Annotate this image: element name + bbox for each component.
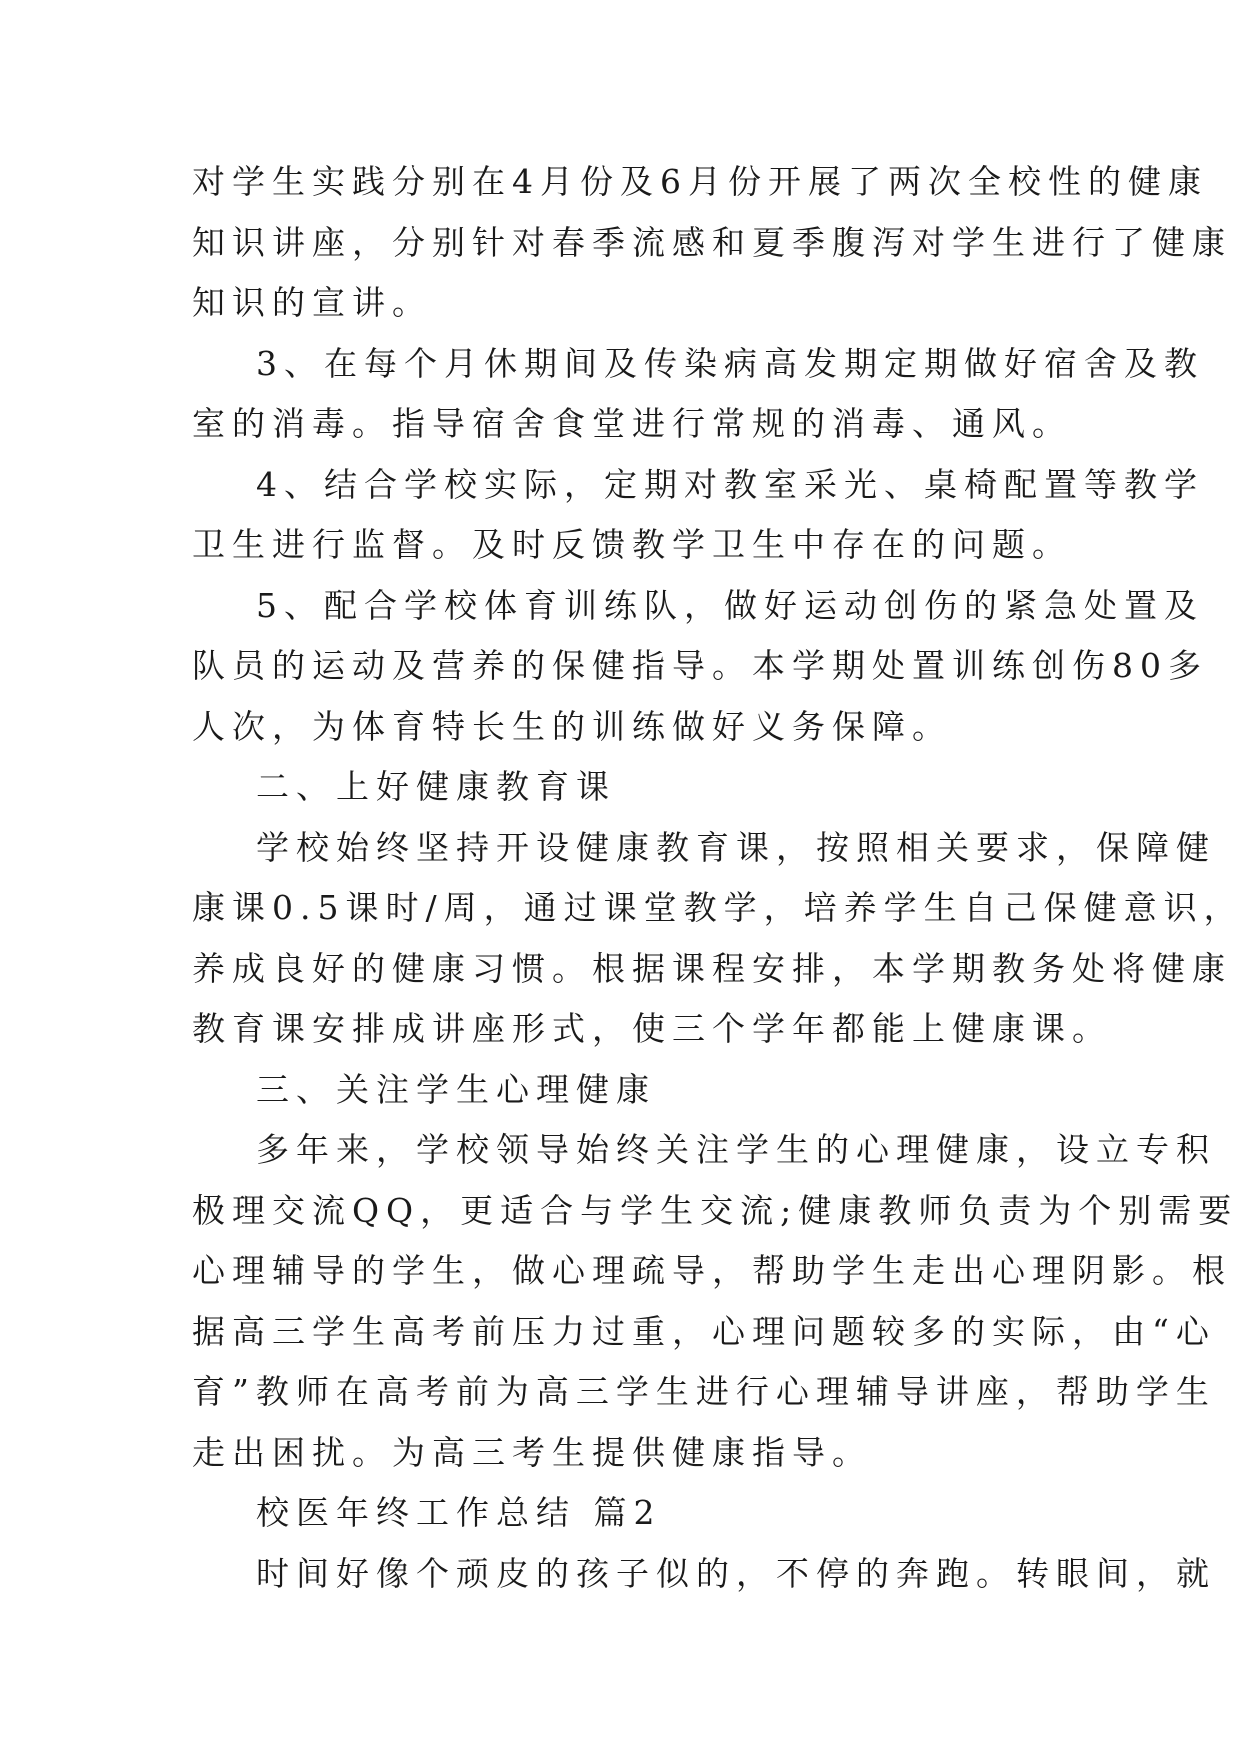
section-heading: 三、关注学生心理健康	[256, 1069, 656, 1109]
text-line: 对学生实践分别在4月份及6月份开展了两次全校性的健康	[192, 162, 1208, 201]
text-line: 据高三学生高考前压力过重，心理问题较多的实际，由“心	[192, 1311, 1216, 1351]
text-line: 心理辅导的学生，做心理疏导，帮助学生走出心理阴影。根	[192, 1251, 1232, 1290]
text-line: 康课0.5课时/周，通过课堂教学，培养学生自己保健意识，	[192, 888, 1244, 927]
text-line: 室的消毒。指导宿舍食堂进行常规的消毒、通风。	[192, 404, 1072, 443]
text-line: 卫生进行监督。及时反馈教学卫生中存在的问题。	[192, 525, 1072, 564]
paragraph-start-line: 学校始终坚持开设健康教育课，按照相关要求，保障健	[256, 827, 1216, 867]
paragraph-start-line: 5、配合学校体育训练队，做好运动创伤的紧急处置及	[256, 585, 1204, 625]
paragraph-start-line: 多年来，学校领导始终关注学生的心理健康，设立专积	[256, 1130, 1216, 1169]
text-line: 知识讲座，分别针对春季流感和夏季腹泻对学生进行了健康	[192, 222, 1232, 262]
document-page	[192, 152, 1244, 1604]
section-heading: 二、上好健康教育课	[256, 767, 616, 806]
text-line: 知识的宣讲。	[192, 283, 432, 322]
paragraph-start-line: 4、结合学校实际，定期对教室采光、桌椅配置等教学	[256, 464, 1204, 504]
paragraph-start-line: 3、在每个月休期间及传染病高发期定期做好宿舍及教	[256, 343, 1204, 383]
text-line: 队员的运动及营养的保健指导。本学期处置训练创伤80多	[192, 646, 1208, 685]
text-line: 人次，为体育特长生的训练做好义务保障。	[192, 706, 952, 746]
text-line: 育”教师在高考前为高三学生进行心理辅导讲座，帮助学生	[192, 1372, 1216, 1411]
paragraph-start-line: 时间好像个顽皮的孩子似的，不停的奔跑。转眼间，就	[256, 1553, 1216, 1593]
text-line: 走出困扰。为高三考生提供健康指导。	[192, 1432, 872, 1472]
article-title: 校医年终工作总结 篇2	[256, 1493, 662, 1532]
text-line: 养成良好的健康习惯。根据课程安排，本学期教务处将健康	[192, 948, 1232, 988]
text-line: 极理交流QQ，更适合与学生交流;健康教师负责为个别需要	[192, 1190, 1239, 1230]
text-line: 教育课安排成讲座形式，使三个学年都能上健康课。	[192, 1009, 1112, 1048]
